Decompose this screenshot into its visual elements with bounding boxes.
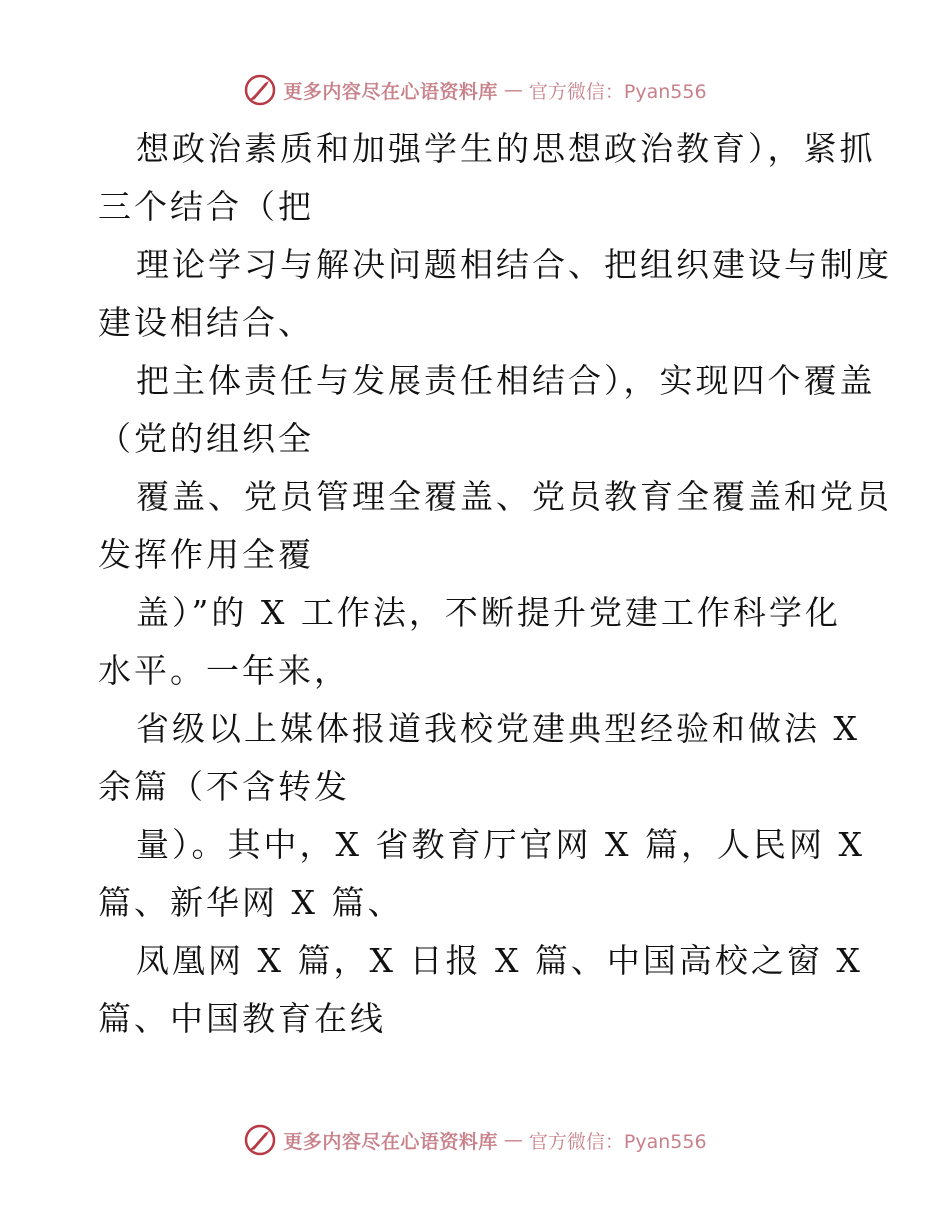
quill-logo-icon [243,73,277,107]
banner-text: 更多内容尽在心语资料库 [283,1130,498,1153]
text-line: 量）。其中，X 省教育厅官网 X 篇，人民网 X [136,825,865,864]
text-line: 理论学习与解决问题相结合、把组织建设与制度 [136,245,892,284]
text-line: 三个结合（把 [98,187,314,226]
text-line: 篇、新华网 X 篇、 [98,883,404,922]
text-line: 把主体责任与发展责任相结合），实现四个覆盖 [136,361,876,400]
text-line: 发挥作用全覆 [98,535,314,574]
banner-separator: — [503,79,523,101]
text-line: 省级以上媒体报道我校党建典型经验和做法 X [136,709,860,748]
text-line: 想政治素质和加强学生的思想政治教育），紧抓 [136,129,876,168]
banner-contact: 官方微信：Pyan556 [528,1130,707,1153]
header-watermark [0,70,950,110]
text-line: 水平。一年来， [98,651,350,690]
text-line: 覆盖、党员管理全覆盖、党员教育全覆盖和党员 [136,477,892,516]
text-line: 建设相结合、 [98,303,314,342]
text-line: 凤凰网 X 篇，X 日报 X 篇、中国高校之窗 X [136,941,863,980]
footer-watermark [0,1120,950,1160]
document-body [98,120,892,1048]
text-line: 盖）”的 X 工作法，不断提升党建工作科学化 [136,593,841,632]
text-line: （党的组织全 [98,419,314,458]
banner-text: 更多内容尽在心语资料库 [283,80,498,103]
text-line: 余篇（不含转发 [98,767,350,806]
banner-contact: 官方微信：Pyan556 [528,80,707,103]
banner-separator: — [503,1129,523,1151]
text-line: 篇、中国教育在线 [98,999,386,1038]
quill-logo-icon [243,1123,277,1157]
